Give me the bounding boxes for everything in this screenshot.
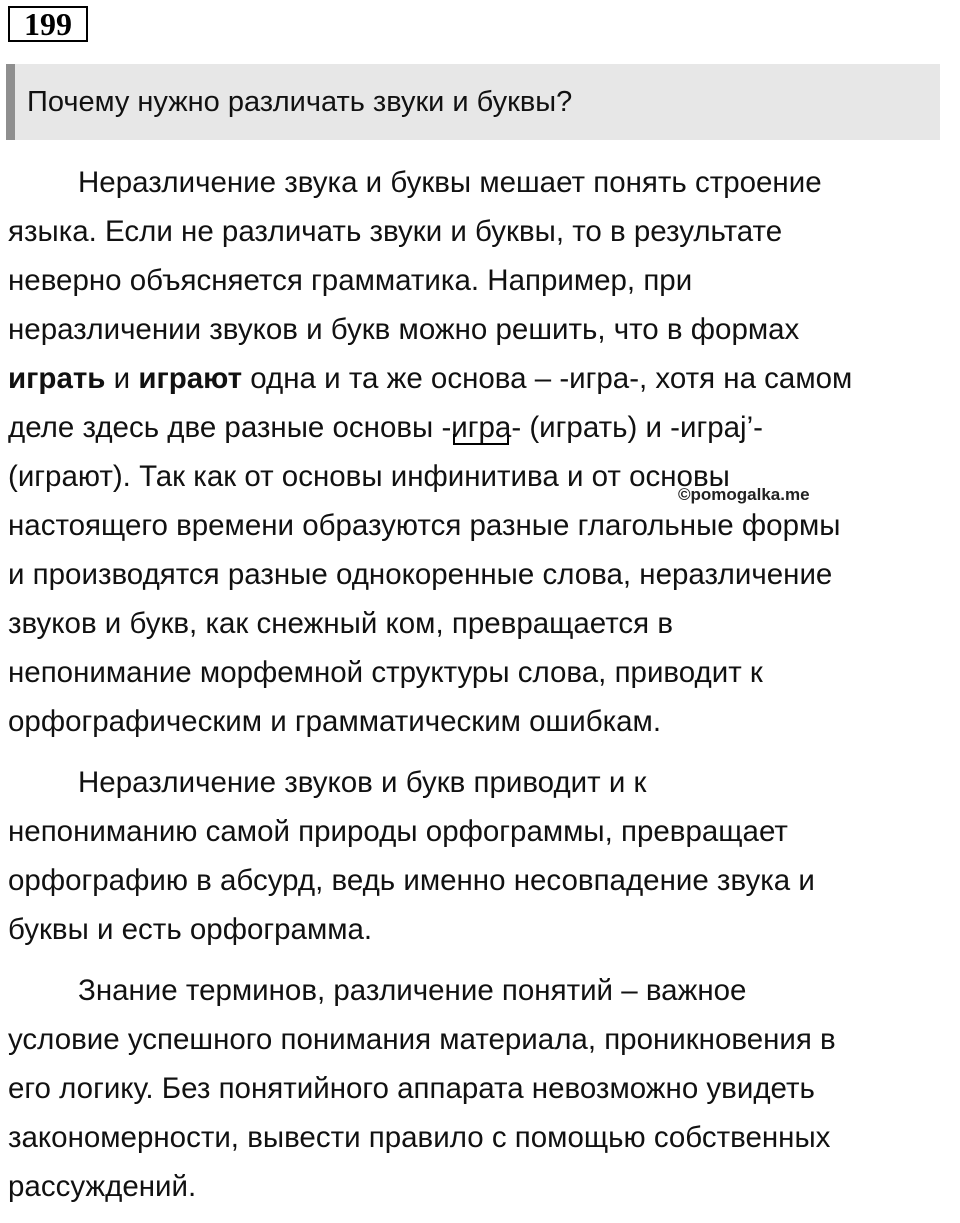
text-line bbox=[8, 403, 953, 452]
text-line: языка. Если не различать звуки и буквы, то в результате bbox=[8, 215, 783, 248]
text-line: буквы и есть орфограмма. bbox=[8, 913, 373, 946]
text-line: непонимание морфемной структуры слова, приводит к bbox=[8, 656, 763, 689]
text-line bbox=[8, 354, 953, 403]
text-line: Знание терминов, различение понятий – важное bbox=[78, 974, 747, 1007]
bold-word: играют bbox=[138, 362, 243, 395]
answer-text bbox=[8, 158, 953, 1223]
text-line: и производятся разные однокоренные слова, неразличение bbox=[8, 558, 833, 591]
task-number: 199 bbox=[8, 6, 88, 42]
text-fragment: деле здесь две разные основы - bbox=[8, 411, 452, 444]
text-line: условие успешного понимания материала, проникновения в bbox=[8, 1023, 836, 1056]
text-line: его логику. Без понятийного аппарата невозможно увидеть bbox=[8, 1072, 815, 1105]
text-line: неверно объясняется грамматика. Например, при bbox=[8, 264, 693, 297]
text-line: орфографическим и грамматическим ошибкам. bbox=[8, 705, 662, 738]
question-box bbox=[6, 64, 940, 140]
text-line: Неразличение звуков и букв приводит и к bbox=[78, 766, 647, 799]
paragraph-1 bbox=[8, 158, 953, 746]
text-line: настоящего времени образуются разные глагольные формы bbox=[8, 509, 841, 542]
bold-word: играть bbox=[8, 362, 106, 395]
text-line: звуков и букв, как снежный ком, превращается в bbox=[8, 607, 674, 640]
paragraph-3 bbox=[8, 966, 953, 1211]
text-fragment: - (играть) и -играj’- bbox=[511, 411, 763, 444]
text-fragment: и bbox=[105, 362, 139, 395]
text-line: орфографию в абсурд, ведь именно несовпадение звука и bbox=[8, 864, 815, 897]
text-line: (играют). Так как от основы инфинитива и от основы bbox=[8, 460, 730, 493]
text-line: Неразличение звука и буквы мешает понять строение bbox=[78, 166, 822, 199]
text-fragment: одна и та же основа – -игра-, хотя на самом bbox=[242, 362, 853, 395]
root-marked-word: игра bbox=[451, 403, 511, 452]
text-line: непониманию самой природы орфограммы, превращает bbox=[8, 815, 788, 848]
text-line: рассуждений. bbox=[8, 1170, 197, 1203]
paragraph-2 bbox=[8, 758, 953, 954]
text-line: неразличении звуков и букв можно решить, что в формах bbox=[8, 313, 800, 346]
watermark: ©pomogalka.me bbox=[678, 485, 810, 504]
question-text: Почему нужно различать звуки и буквы? bbox=[27, 85, 573, 118]
text-line: закономерности, вывести правило с помощью собственных bbox=[8, 1121, 831, 1154]
